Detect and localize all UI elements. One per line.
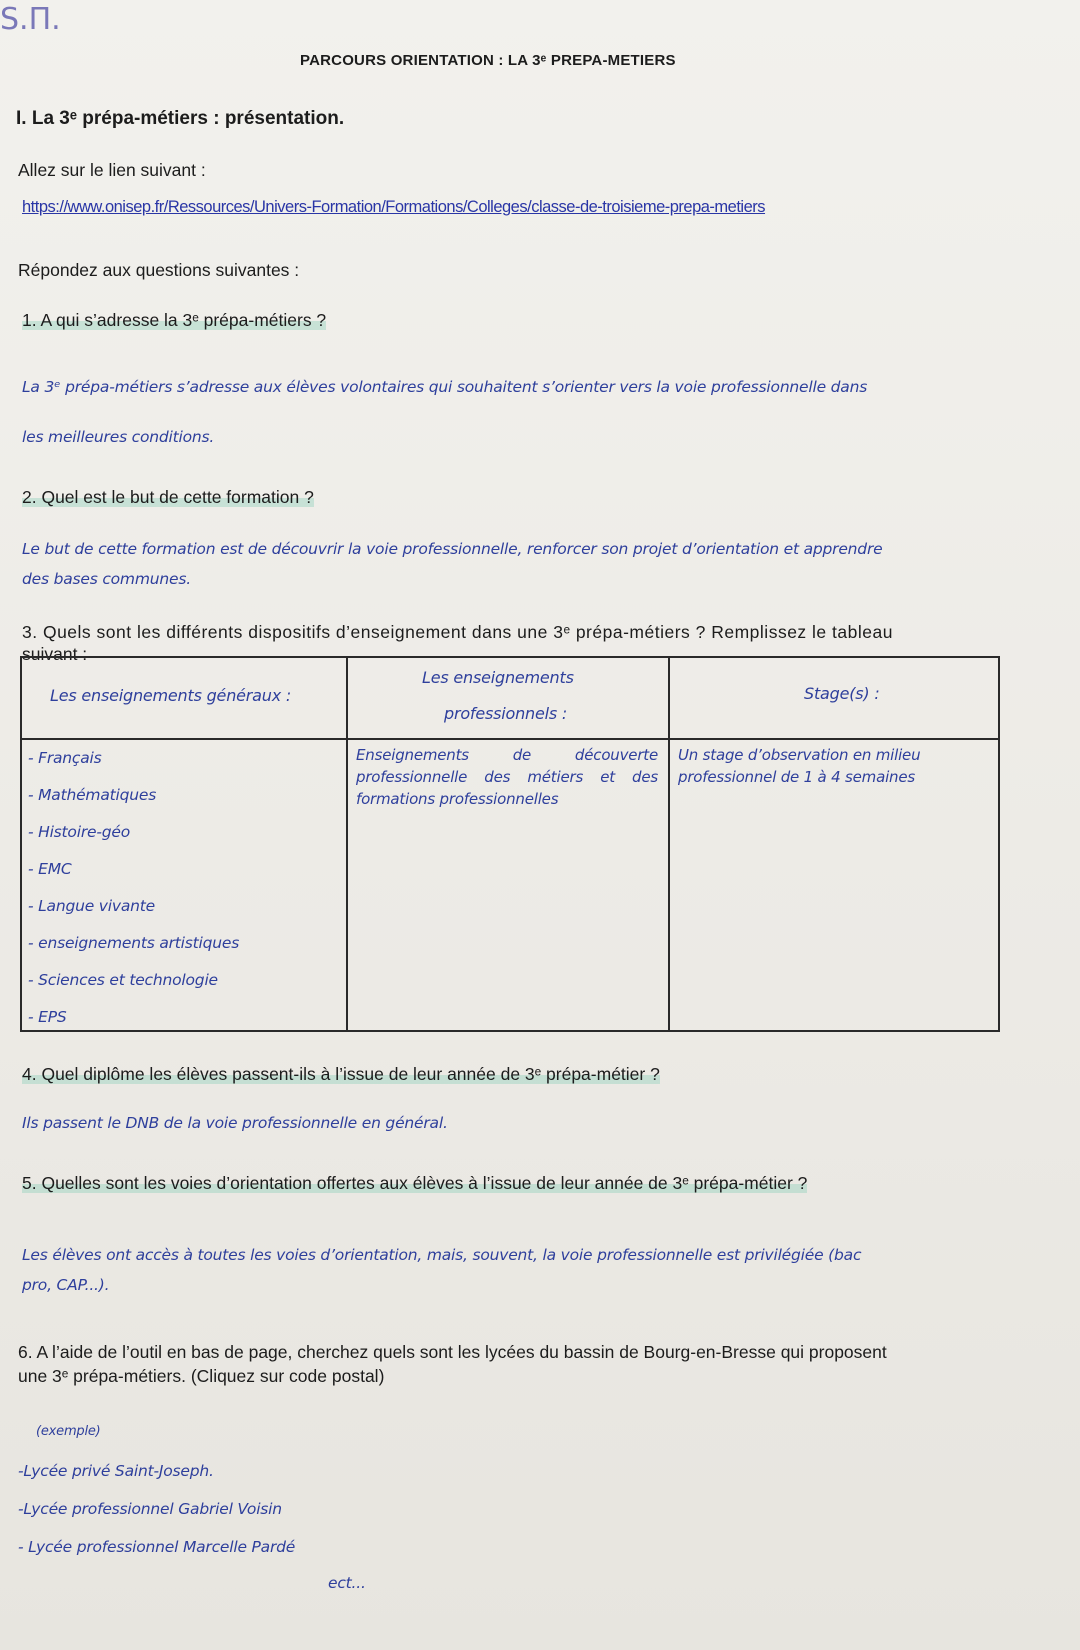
question-5: 5. Quelles sont les voies d’orientation offertes aux élèves à l’issue de leur année de 3ᵉ prépa-métier ? (22, 1173, 808, 1193)
general-subjects-list (28, 740, 338, 1036)
list-item: -Lycée privé Saint-Joseph. (18, 1462, 214, 1480)
answer-5-line-2: pro, CAP...). (22, 1276, 110, 1294)
answer-2-line-1: Le but de cette formation est de découvrir la voie professionnelle, renforcer son projet d’orientation et apprendre (22, 540, 883, 558)
list-item: -Lycée professionnel Gabriel Voisin (18, 1500, 282, 1518)
link-instruction: Allez sur le lien suivant : (18, 160, 206, 180)
answer-1-line-2: les meilleures conditions. (22, 428, 215, 446)
internship-cell: Un stage d’observation en milieu professionnel de 1 à 4 semaines (678, 746, 921, 786)
answer-4: Ils passent le DNB de la voie professionnelle en général. (22, 1114, 448, 1132)
question-1: 1. A qui s’adresse la 3ᵉ prépa-métiers ? (22, 310, 327, 330)
table-header-professional-2: professionnels : (444, 704, 568, 723)
teaching-table (20, 656, 1000, 1032)
onisep-link[interactable]: https://www.onisep.fr/Ressources/Univers-Formation/Formations/Colleges/classe-de-troisieme-prepa-metiers (22, 198, 766, 216)
answer-prompt: Répondez aux questions suivantes : (18, 260, 300, 280)
question-4: 4. Quel diplôme les élèves passent-ils à l’issue de leur année de 3ᵉ prépa-métier ? (22, 1064, 660, 1084)
table-header-general: Les enseignements généraux : (50, 686, 292, 705)
question-3-line-1: 3. Quels sont les différents dispositifs d’enseignement dans une 3ᵉ prépa-métiers ? Remplissez le tableau (22, 622, 893, 642)
list-item: - Français (28, 749, 102, 767)
list-item: - Langue vivante (28, 897, 155, 915)
table-divider (668, 658, 670, 1030)
list-item: - Mathématiques (28, 786, 157, 804)
list-item: - EPS (28, 1008, 67, 1026)
question-6-line-1: 6. A l’aide de l’outil en bas de page, cherchez quels sont les lycées du bassin de Bourg-en-Bresse qui proposent (18, 1342, 887, 1362)
question-3-line-2: suivant : (22, 644, 88, 664)
table-divider (346, 658, 348, 1030)
example-note: (exemple) (36, 1424, 101, 1439)
table-header-professional-1: Les enseignements (422, 668, 574, 687)
list-item: - Sciences et technologie (28, 971, 218, 989)
table-header-internship: Stage(s) : (804, 684, 880, 703)
author-initials: S.Π. (0, 2, 61, 37)
etc-note: ect... (328, 1574, 366, 1592)
list-item: - EMC (28, 860, 72, 878)
professional-teaching-cell: Enseignements de découverte professionnelle des métiers et des formations professionnelles (356, 746, 658, 808)
question-6-line-2: une 3ᵉ prépa-métiers. (Cliquez sur code postal) (18, 1366, 385, 1386)
question-2: 2. Quel est le but de cette formation ? (22, 487, 314, 507)
list-item: - enseignements artistiques (28, 934, 240, 952)
answer-1-line-1: La 3ᵉ prépa-métiers s’adresse aux élèves volontaires qui souhaitent s’orienter vers la voie professionnelle dans (22, 378, 868, 396)
page-title: PARCOURS ORIENTATION : LA 3ᵉ PREPA-METIERS (300, 52, 676, 69)
answer-2-line-2: des bases communes. (22, 570, 191, 588)
answer-5-line-1: Les élèves ont accès à toutes les voies d’orientation, mais, souvent, la voie professionnelle est privilégiée (bac (22, 1246, 862, 1264)
section-heading: I. La 3ᵉ prépa-métiers : présentation. (16, 108, 345, 129)
list-item: - Histoire-géo (28, 823, 130, 841)
list-item: - Lycée professionnel Marcelle Pardé (18, 1538, 296, 1556)
